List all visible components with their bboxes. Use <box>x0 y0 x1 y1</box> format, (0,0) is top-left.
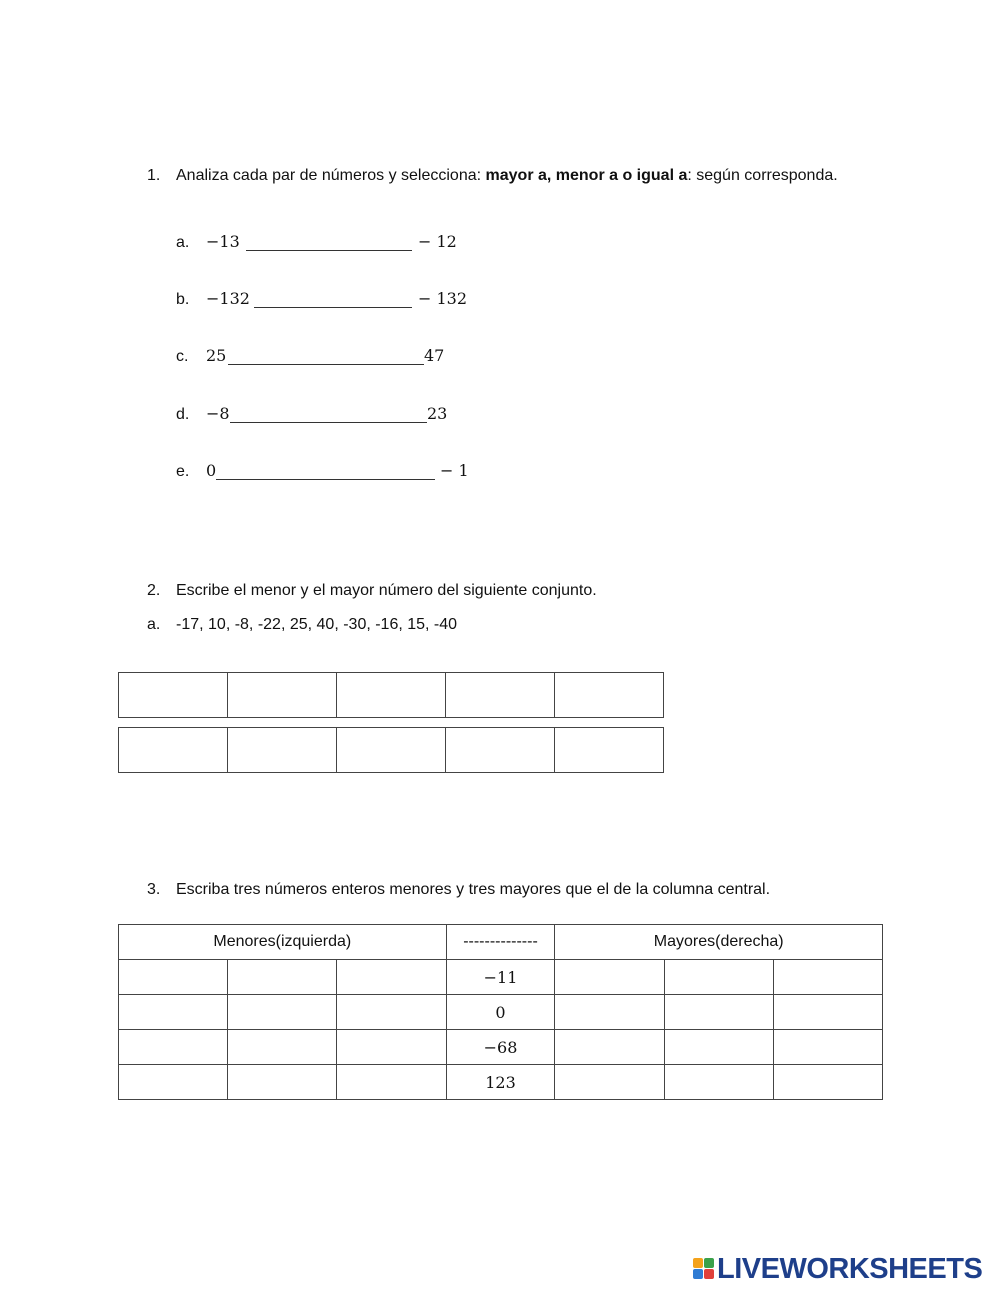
left-number: 0 <box>206 461 217 480</box>
right-number: − 12 <box>418 232 457 251</box>
item-label: b. <box>176 291 190 308</box>
answer-table-row-1 <box>118 672 664 718</box>
answer-blank-a[interactable] <box>246 250 412 251</box>
table-row <box>119 1065 883 1100</box>
question-2-number: 2. <box>147 582 161 599</box>
question-1-bold-options: mayor a, menor a o igual a <box>485 167 688 184</box>
table-row <box>119 960 883 995</box>
comparison-item-a <box>176 232 476 254</box>
mayor-cell[interactable] <box>773 1030 882 1065</box>
integers-table <box>118 924 883 1100</box>
mayor-cell[interactable] <box>664 960 773 995</box>
answer-blank-e[interactable] <box>216 479 435 480</box>
comparison-item-d <box>176 404 476 426</box>
menor-cell[interactable] <box>119 1030 228 1065</box>
brand-name: LIVEWORKSHEETS <box>717 1253 983 1285</box>
item-label: c. <box>176 348 189 365</box>
question-2 <box>147 581 847 601</box>
answer-cell[interactable] <box>228 728 337 773</box>
question-3-text: Escriba tres números enteros menores y tres mayores que el de la columna central. <box>176 881 771 898</box>
header-menores: Menores(izquierda) <box>119 925 447 960</box>
answer-cell[interactable] <box>555 673 664 718</box>
liveworksheets-badge-icon <box>693 1258 715 1280</box>
answer-table-row-2 <box>118 727 664 773</box>
question-2-set <box>147 615 847 635</box>
left-number: 25 <box>206 346 227 365</box>
item-label: e. <box>176 463 190 480</box>
answer-blank-b[interactable] <box>254 307 412 308</box>
answer-cell[interactable] <box>446 728 555 773</box>
answer-cell[interactable] <box>337 728 446 773</box>
menor-cell[interactable] <box>228 1065 337 1100</box>
right-number: 47 <box>424 346 445 365</box>
answer-cell[interactable] <box>119 673 228 718</box>
question-2-sub-label: a. <box>147 616 161 633</box>
menor-cell[interactable] <box>228 960 337 995</box>
right-number: − 132 <box>418 289 468 308</box>
comparison-item-e <box>176 461 476 483</box>
question-2-text: Escribe el menor y el mayor número del siguiente conjunto. <box>176 582 597 599</box>
item-label: d. <box>176 406 190 423</box>
answer-cell[interactable] <box>337 673 446 718</box>
mayor-cell[interactable] <box>773 960 882 995</box>
left-number: −132 <box>206 289 250 308</box>
question-2-number-set: -17, 10, -8, -22, 25, 40, -30, -16, 15, -40 <box>176 616 458 633</box>
item-label: a. <box>176 234 190 251</box>
mayor-cell[interactable] <box>555 1065 664 1100</box>
liveworksheets-logo <box>693 1254 993 1284</box>
question-3 <box>147 880 927 900</box>
menor-cell[interactable] <box>228 1030 337 1065</box>
mayor-cell[interactable] <box>664 1065 773 1100</box>
comparison-item-c <box>176 346 476 368</box>
comparison-item-b <box>176 289 476 311</box>
menor-cell[interactable] <box>119 1065 228 1100</box>
left-number: −8 <box>206 404 230 423</box>
menor-cell[interactable] <box>228 995 337 1030</box>
header-mayores: Mayores(derecha) <box>555 925 883 960</box>
menor-cell[interactable] <box>337 995 446 1030</box>
mayor-cell[interactable] <box>555 960 664 995</box>
right-number: 23 <box>427 404 448 423</box>
question-1 <box>147 166 927 186</box>
table-row <box>119 995 883 1030</box>
menor-cell[interactable] <box>337 960 446 995</box>
answer-cell[interactable] <box>228 673 337 718</box>
center-value: 0 <box>446 995 555 1030</box>
table-row <box>119 1030 883 1065</box>
menor-cell[interactable] <box>337 1065 446 1100</box>
mayor-cell[interactable] <box>773 1065 882 1100</box>
answer-cell[interactable] <box>555 728 664 773</box>
mayor-cell[interactable] <box>664 1030 773 1065</box>
center-value: −11 <box>446 960 555 995</box>
question-1-number: 1. <box>147 167 161 184</box>
mayor-cell[interactable] <box>555 1030 664 1065</box>
menor-cell[interactable] <box>119 995 228 1030</box>
answer-cell[interactable] <box>119 728 228 773</box>
answer-blank-d[interactable] <box>230 422 427 423</box>
header-center: -------------- <box>446 925 555 960</box>
mayor-cell[interactable] <box>555 995 664 1030</box>
left-number: −13 <box>206 232 240 251</box>
question-3-number: 3. <box>147 881 161 898</box>
menor-cell[interactable] <box>119 960 228 995</box>
center-value: 123 <box>446 1065 555 1100</box>
mayor-cell[interactable] <box>773 995 882 1030</box>
center-value: −68 <box>446 1030 555 1065</box>
answer-cell[interactable] <box>446 673 555 718</box>
answer-blank-c[interactable] <box>228 364 424 365</box>
question-1-text: Analiza cada par de números y selecciona: mayor a, menor a o igual a: según corresponda. <box>176 167 838 184</box>
right-number: − 1 <box>440 461 469 480</box>
menor-cell[interactable] <box>337 1030 446 1065</box>
mayor-cell[interactable] <box>664 995 773 1030</box>
